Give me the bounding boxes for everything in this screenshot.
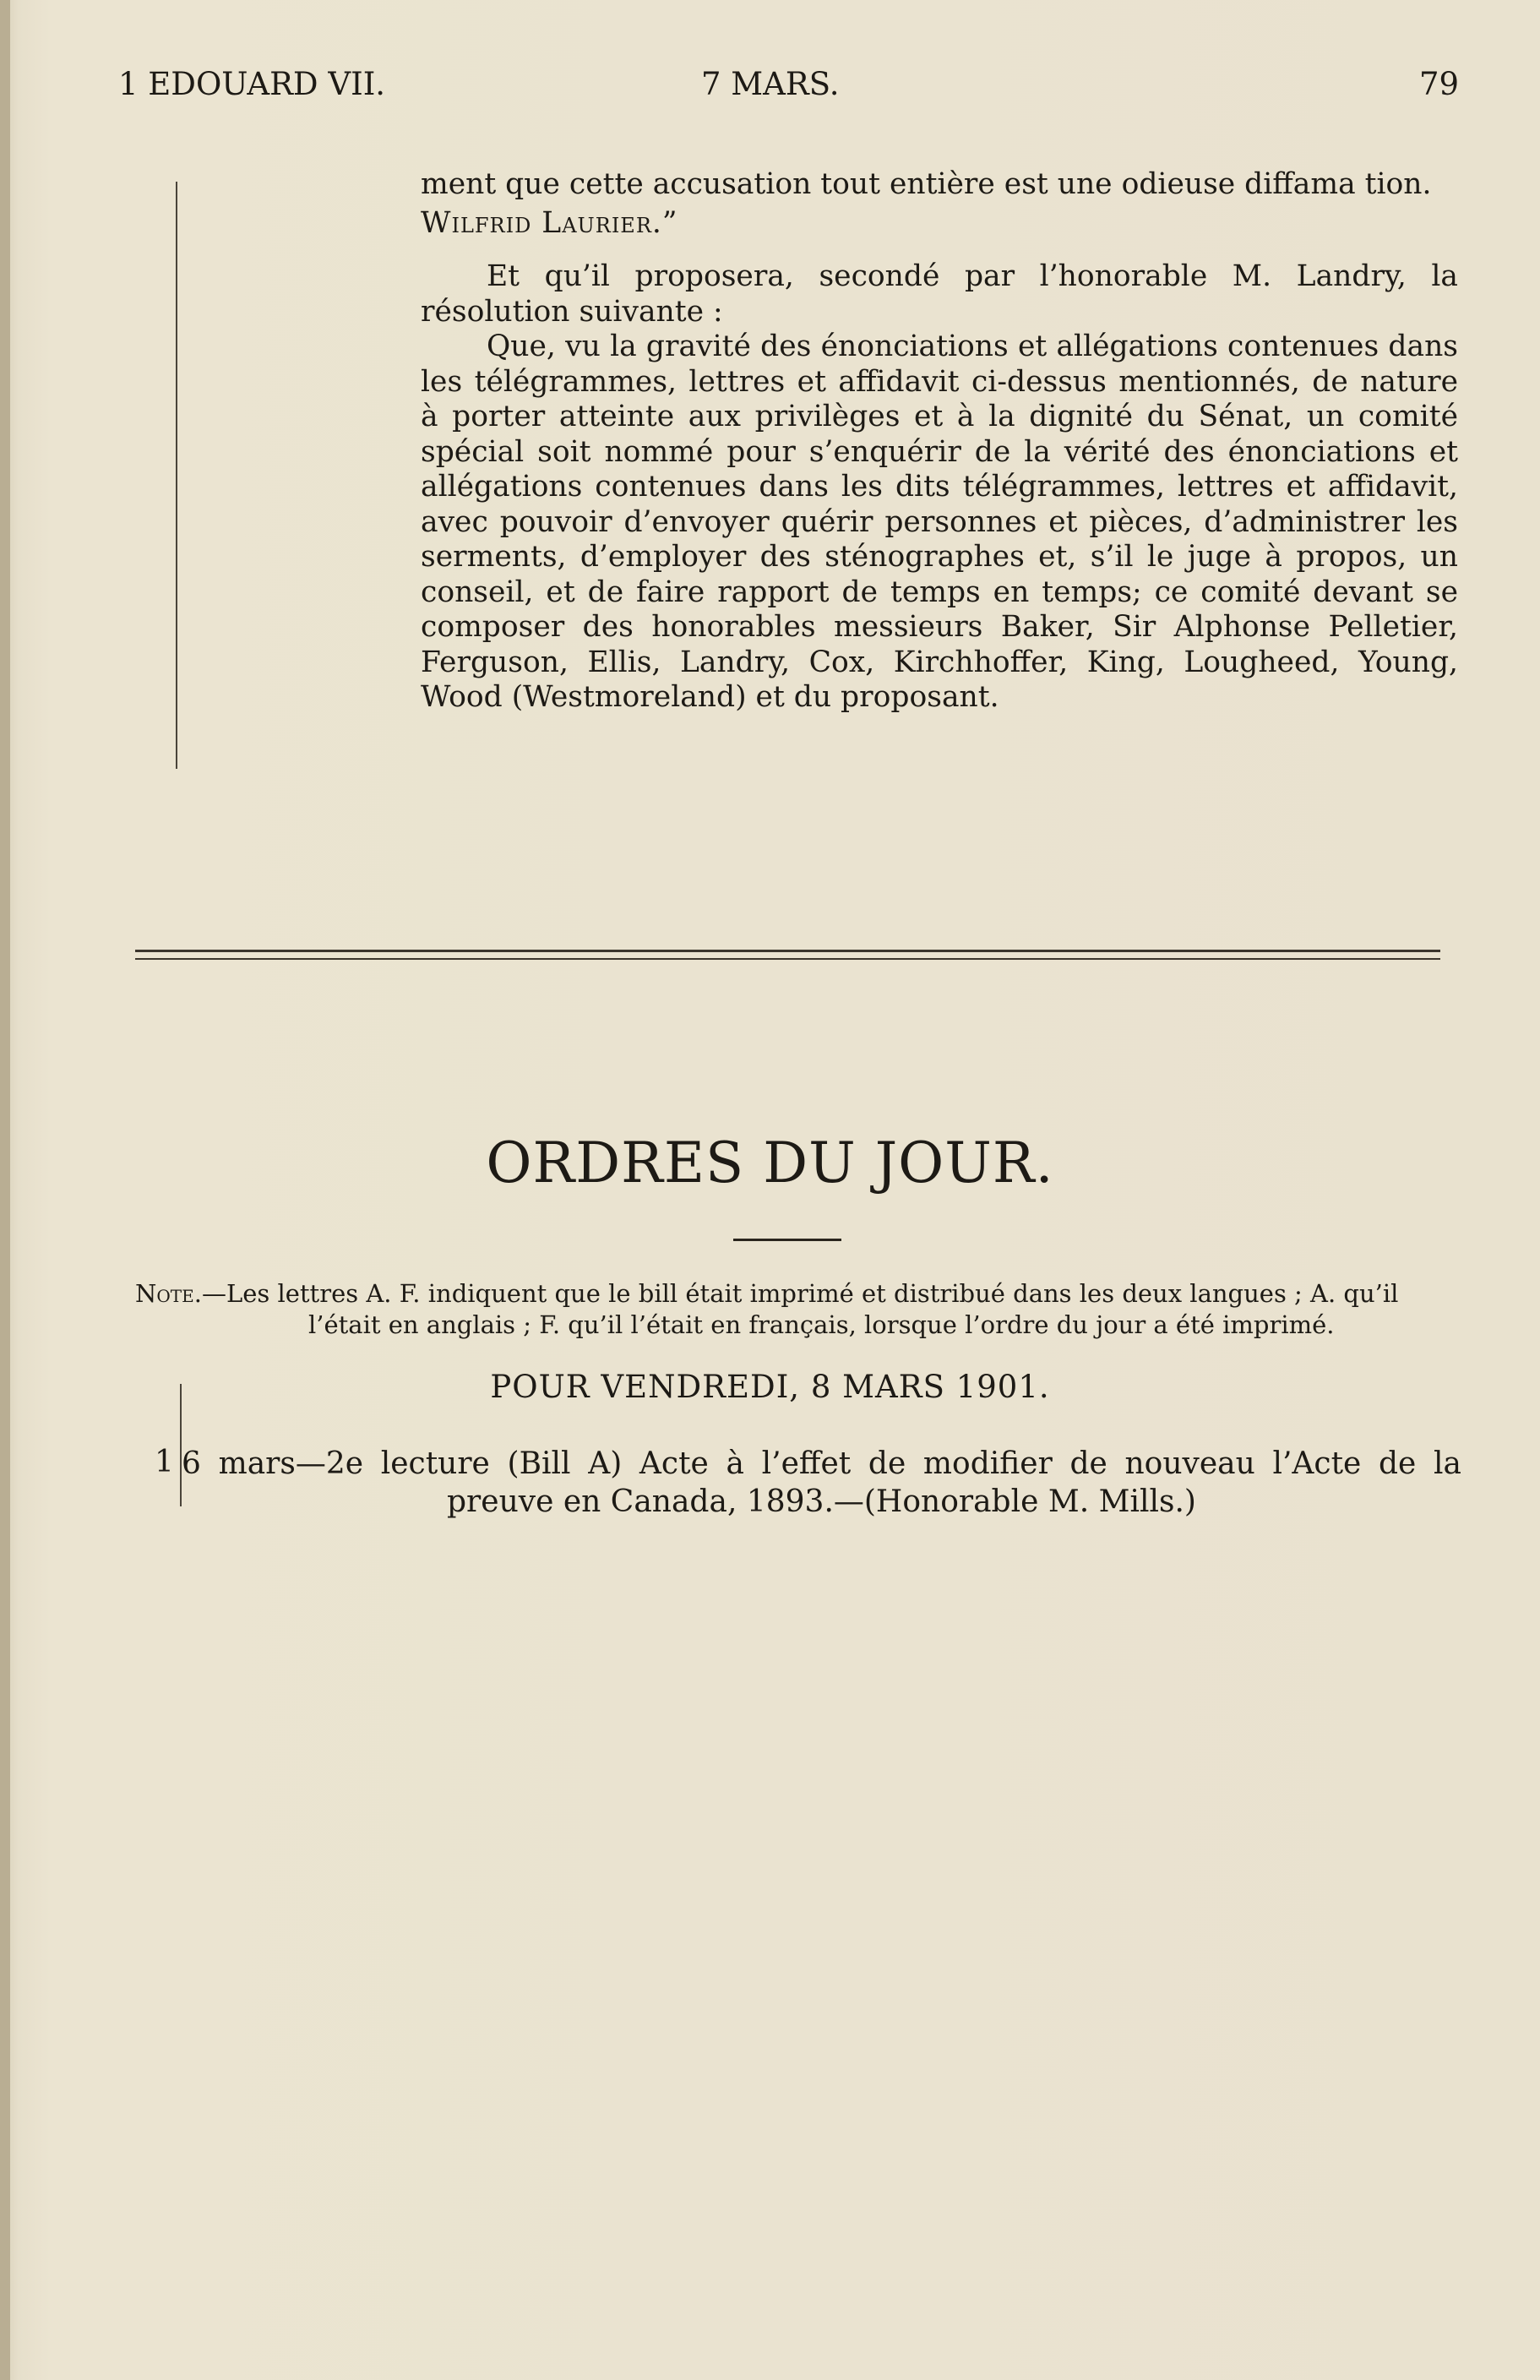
section-heading: POUR VENDREDI, 8 MARS 1901. [490,1369,1050,1405]
motion-paragraph-1: ment que cette accusation tout entière est une odieuse diffama tion. [421,167,1432,201]
order-item-line-1: 6 mars—2e lecture (Bill A) Acte à l’effet de modifier de nouveau l’Acte de la [182,1446,1461,1481]
order-item-number: 1 [155,1445,174,1479]
title-underline [733,1239,841,1241]
header-regnal-year: 1 EDOUARD VII. [118,66,386,102]
margin-rule [176,182,177,769]
note-line-2: l’était en anglais ; F. qu’il l’était en français, lorsque l’ordre du jour a été imprimé. [308,1310,1335,1339]
order-item [182,1445,1461,1521]
signature: Wilfrid Laurier.” [421,205,678,240]
motion-text [421,167,1458,716]
page-title: ORDRES DU JOUR. [486,1130,1054,1195]
section-divider [135,950,1440,952]
section-divider-2 [135,958,1440,960]
note-line-1: —Les lettres A. F. indiquent que le bill était imprimé et distribué dans les deux langues ; A. qu’il [201,1279,1399,1308]
page-number: 79 [1419,66,1460,102]
running-header [0,66,1540,117]
resolution-paragraph: Que, vu la gravité des énonciations et allégations contenues dans les télégrammes, lettres et affidavit ci-dessus mentionnés, de nature à porter atteinte aux privilèges et à la dignité du Sénat, un comité spécial soit nommé pour s’enquérir de la vérité des énonciations et allégations contenues dans les dits télégrammes, lettres et affidavit, avec pouvoir d’envoyer quérir personnes et pièces, d’administrer les serments, d’employer des sténographes et, s’il le juge à propos, un conseil, et de faire rapport de temps en temps; ce comité devant se composer des honorables messieurs Baker, Sir Alphonse Pelletier, Ferguson, Ellis, Landry, Cox, Kirchhoffer, King, Lougheed, Young, Wood (Westmoreland) et du proposant. [421,329,1458,714]
note [135,1278,1453,1341]
motion-paragraph-2: Et qu’il proposera, secondé par l’honorable M. Landry, la résolution suivante : [421,259,1458,329]
header-date: 7 MARS. [701,66,840,102]
note-label: Note. [135,1279,202,1308]
order-item-line-2: preuve en Canada, 1893.—(Honorable M. Mills.) [447,1484,1196,1519]
